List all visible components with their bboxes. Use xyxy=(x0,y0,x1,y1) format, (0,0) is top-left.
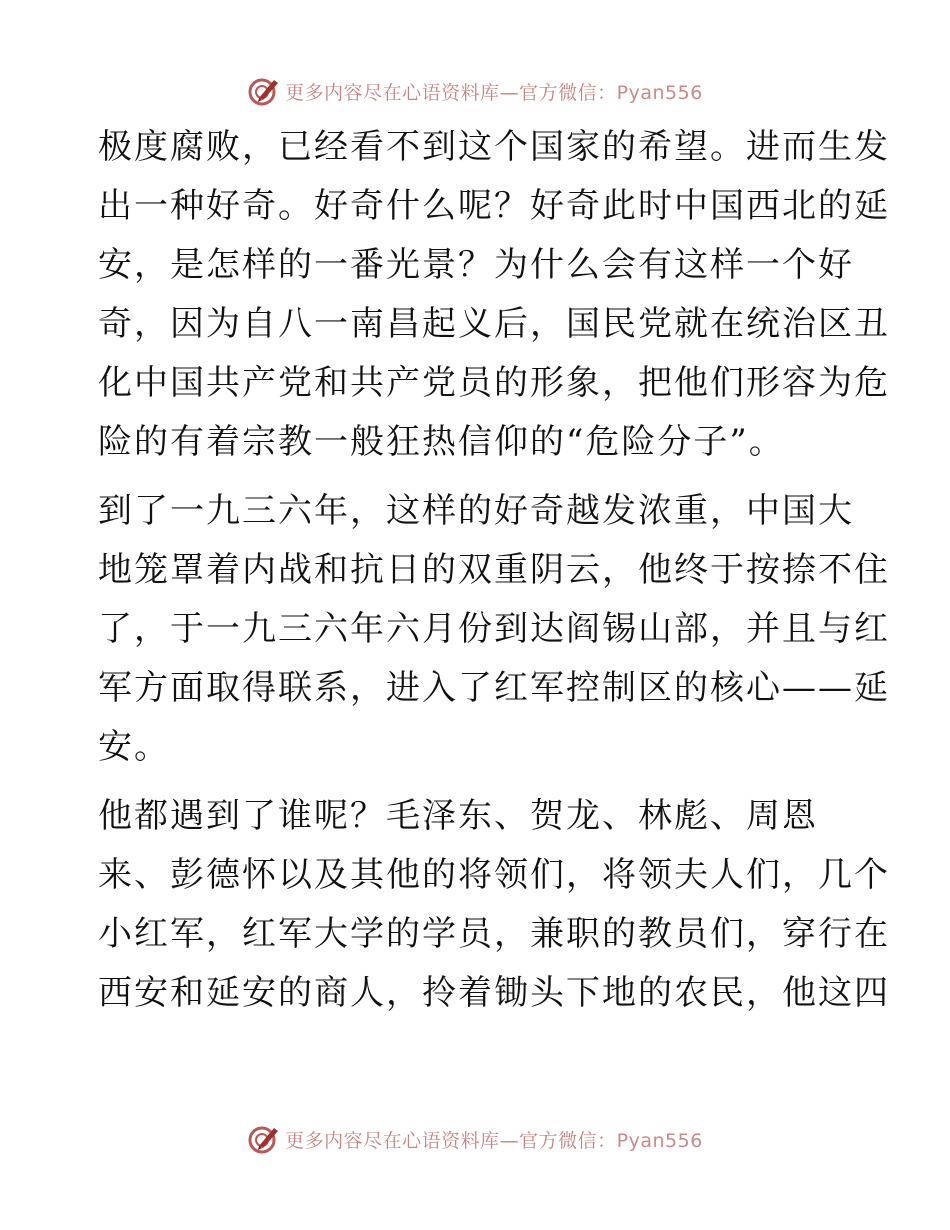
header-watermark xyxy=(0,71,950,111)
text-line: 安，是怎样的一番光景？为什么会有这样一个好 xyxy=(98,245,854,285)
text-line: 奇，因为自八一南昌起义后，国民党就在统治区丑 xyxy=(98,304,890,344)
text-line: 极度腐败，已经看不到这个国家的希望。进而生发 xyxy=(98,127,890,167)
text-line: 地笼罩着内战和抗日的双重阴云，他终于按捺不住 xyxy=(98,550,890,590)
text-line: 出一种好奇。好奇什么呢？好奇此时中国西北的延 xyxy=(98,186,890,226)
watermark-text: 更多内容尽在心语资料库—官方微信：Pyan556 xyxy=(285,1129,703,1152)
text-line: 他都遇到了谁呢？毛泽东、贺龙、林彪、周恩 xyxy=(98,796,818,836)
text-line: 险的有着宗教一般狂热信仰的“危险分子”。 xyxy=(98,422,785,462)
text-line: 小红军，红军大学的学员，兼职的教员们，穿行在 xyxy=(98,914,890,954)
text-line: 化中国共产党和共产党员的形象，把他们形容为危 xyxy=(98,363,890,403)
pen-logo-icon xyxy=(247,74,281,108)
text-line: 安。 xyxy=(98,727,170,767)
paragraph xyxy=(98,482,890,777)
paragraph xyxy=(98,787,890,1023)
text-line: 到了一九三六年，这样的好奇越发浓重，中国大 xyxy=(98,491,854,531)
pen-logo-icon xyxy=(247,1122,281,1156)
watermark-text: 更多内容尽在心语资料库—官方微信：Pyan556 xyxy=(285,81,703,104)
text-line: 军方面取得联系，进入了红军控制区的核心——延 xyxy=(98,668,890,708)
paragraph xyxy=(98,118,890,472)
text-line: 来、彭德怀以及其他的将领们，将领夫人们，几个 xyxy=(98,855,890,895)
text-line: 了，于一九三六年六月份到达阎锡山部，并且与红 xyxy=(98,609,890,649)
footer-watermark xyxy=(0,1119,950,1159)
text-line: 西安和延安的商人，拎着锄头下地的农民，他这四 xyxy=(98,973,890,1013)
document-body xyxy=(98,118,890,1033)
